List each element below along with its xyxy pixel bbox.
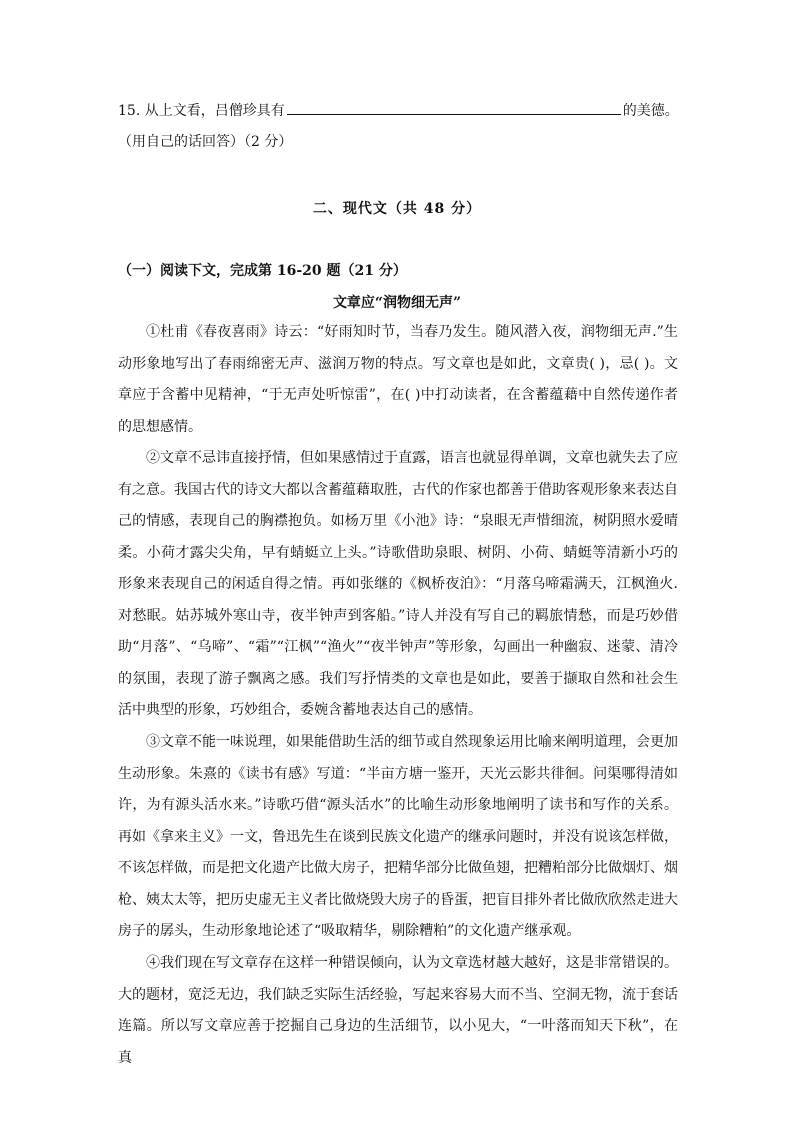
article-paragraph-2: ②文章不忌讳直接抒情，但如果感情过于直露，语言也就显得单调，文章也就失去了应 有之意。我国古代的诗文大都以含蓄蕴藉取胜，古代的作家也都善于借助客观形象来表达自己的情感，表现自己的胸襟抱负。如杨万里《小池》诗：“泉眼无声惜细流，树阴照水爱晴柔。小荷才露尖尖角，早有蜻蜓立上头。”诗歌借助泉眼、树阴、小荷、蜻蜓等清新小巧的形象来表现自己的闲适自得之情。再如张继的《枫桥夜泊》：“月落乌啼霜满天，江枫渔火.对愁眠。姑苏城外寒山寺，夜半钟声到客船。”诗人并没有写自己的羁旅情愁，而是巧妙借助“月落”、“乌啼”、“霜”“江枫”“渔火”“夜半钟声”等形象，勾画出一种幽寂、迷蒙、清冷的氛围，表现了游子飘离之感。我们写抒情类的文章也是如此，要善于撷取自然和社会生 活中典型的形象，巧妙组合，委婉含蓄地表达自己的感情。 [118, 450, 678, 718]
question-15-answer-blank[interactable] [287, 100, 621, 115]
question-15-line2: （用自己的话回答）（2 分） [118, 134, 293, 150]
question-15-line1 [118, 100, 679, 121]
question-15-suffix: 的美德。 [622, 103, 679, 119]
article-paragraph-4: ④我们现在写文章存在这样一种错误倾向，认为文章选材越大越好，这是非常错误的。 大的题材，宽泛无边，我们缺乏实际生活经验，写起来容易大而不当、空洞无物，流于套话连篇。所以写文章应善于挖掘自己身边的生活细节，以小见大，“一叶落而知天下秋”，在真 [118, 955, 678, 1066]
article-title: 文章应“润物细无声” [332, 295, 462, 311]
section-title: 二、现代文（共 48 分） [312, 201, 482, 217]
subsection-title: （一）阅读下文，完成第 16-20 题（21 分） [118, 263, 407, 279]
article-paragraph-1: ①杜甫《春夜喜雨》诗云：“好雨知时节，当春乃发生。随风潜入夜，润物细无声.”生动形象地写出了春雨绵密无声、滋润万物的特点。写文章也是如此，文章贵( )，忌( )。文章应于含蓄中见精神，“于无声处听惊雷”，在( )中打动读者，在含蓄蕴藉中自然传递作者的思想感情。 [118, 324, 678, 435]
article-paragraph-3: ③文章不能一味说理，如果能借助生活的细节或自然现象运用比喻来阐明道理，会更加生动形象。朱熹的《读书有感》写道：“半亩方塘一鉴开，天光云影共徘徊。问渠哪得清如许，为有源头活水来。”诗歌巧借“源头活水”的比喻生动形象地阐明了读书和写作的关系。 再如《拿来主义》一文，鲁迅先生在谈到民族文化遗产的继承问题时，并没有说该怎样做， 不该怎样做，而是把文化遗产比做大房子，把精华部分比做鱼翅，把糟粕部分比做烟灯、烟枪、姨太太等，把历史虚无主义者比做烧毁大房子的昏蛋，把盲目排外者比做欣欣然走进大房子的孱头，生动形象地论述了“吸取精华，剔除糟粕”的文化遗产继承观。 [118, 734, 678, 939]
question-15-prefix: 15. 从上文看，吕僧珍具有 [118, 103, 285, 119]
